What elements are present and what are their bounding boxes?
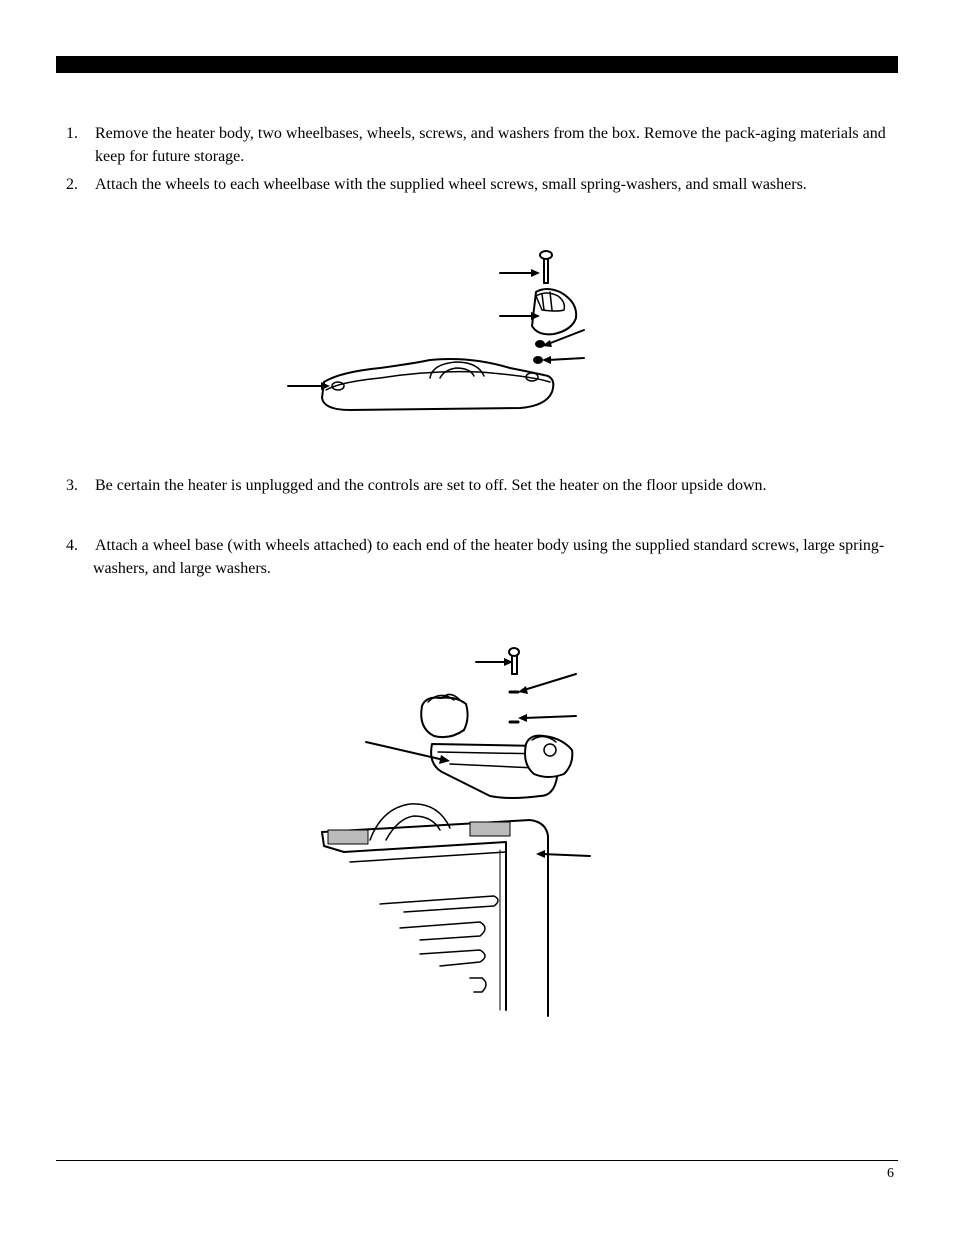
step-1-text: Remove the heater body, two wheelbases, wheels, screws, and washers from the box. Remove the pack-aging materials and keep for future storage.	[95, 125, 886, 165]
heater-wheelbase-illustration	[310, 640, 600, 1020]
step-2-number: 2.	[66, 176, 78, 193]
step-4	[66, 535, 896, 580]
step-3	[66, 475, 896, 498]
step-2-text: Attach the wheels to each wheelbase with the supplied wheel screws, small spring-washers, and small washers.	[95, 176, 807, 193]
step-1	[66, 123, 896, 168]
page-number: 6	[887, 1166, 894, 1181]
step-1-number: 1.	[66, 125, 78, 142]
header-bar	[56, 56, 898, 73]
step-3-text: Be certain the heater is unplugged and the controls are set to off. Set the heater on the floor upside down.	[95, 477, 767, 494]
step-4-number: 4.	[66, 537, 78, 554]
step-2	[66, 174, 896, 197]
footer-rule	[56, 1160, 898, 1161]
step-3-number: 3.	[66, 477, 78, 494]
wheelbase-assembly-illustration	[280, 240, 600, 420]
step-4-text: Attach a wheel base (with wheels attached) to each end of the heater body using the supplied standard screws, large spring-washers, and large washers.	[93, 537, 885, 577]
